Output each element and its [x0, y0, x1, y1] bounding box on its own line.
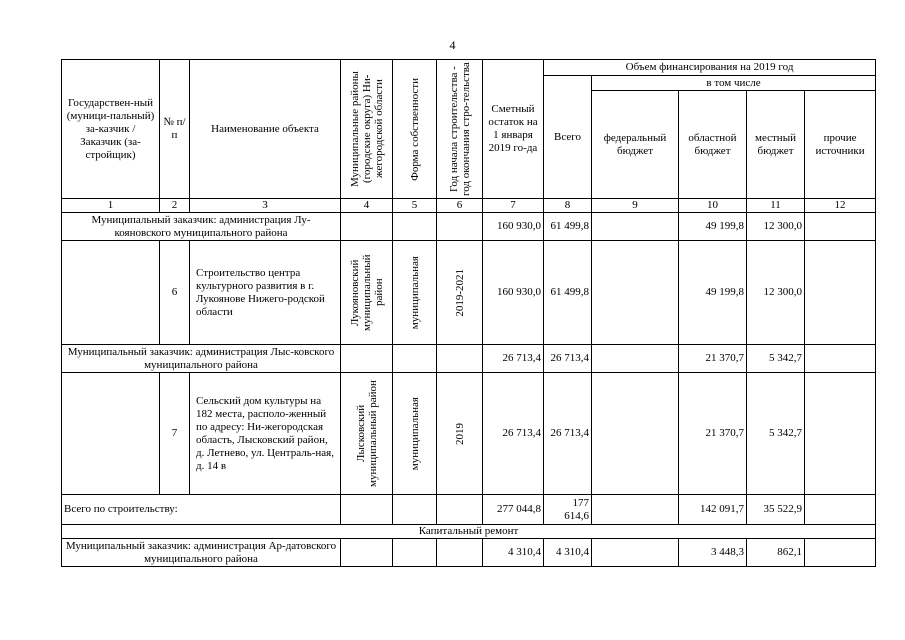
- col-number: 4: [341, 199, 393, 213]
- col-number: 12: [805, 199, 876, 213]
- object-number: 6: [160, 241, 190, 345]
- col-number: 3: [190, 199, 341, 213]
- regional-value: 3 448,3: [679, 539, 747, 567]
- object-number: 7: [160, 373, 190, 495]
- local-value: 5 342,7: [747, 373, 805, 495]
- estimate-value: 26 713,4: [483, 373, 544, 495]
- estimate-value: 26 713,4: [483, 345, 544, 373]
- estimate-value: 160 930,0: [483, 241, 544, 345]
- construction-years: 2019-2021: [453, 268, 466, 317]
- customer-label: Муниципальный заказчик: администрация Лыс-ковского муниципального района: [62, 345, 341, 373]
- financing-table: [61, 59, 876, 567]
- regional-value: 49 199,8: [679, 213, 747, 241]
- local-value: 862,1: [747, 539, 805, 567]
- col-number: 10: [679, 199, 747, 213]
- total-value: 26 713,4: [544, 373, 592, 495]
- object-name: Строительство центра культурного развития в г. Лукоянове Нижего-родской области: [190, 241, 341, 345]
- header-incl: в том числе: [592, 76, 876, 91]
- estimate-value: 4 310,4: [483, 539, 544, 567]
- header-ownership: Форма собственности: [408, 77, 421, 181]
- total-label: Всего по строительству:: [62, 495, 341, 525]
- total-value: 177 614,6: [544, 495, 592, 525]
- table-row: [62, 373, 876, 495]
- construction-years: 2019: [453, 422, 466, 445]
- local-value: 12 300,0: [747, 241, 805, 345]
- col-number: 11: [747, 199, 805, 213]
- object-name: Сельский дом культуры на 182 места, располо-женный по адресу: Ни-жегородская область, Лысковский район, д. Летнево, ул. Централь-ная, д. 14 в: [190, 373, 341, 495]
- col-number: 1: [62, 199, 160, 213]
- header-years: Год начала строительства - год окончания стро-тельства: [447, 62, 472, 196]
- local-value: 5 342,7: [747, 345, 805, 373]
- regional-value: 49 199,8: [679, 241, 747, 345]
- local-value: 12 300,0: [747, 213, 805, 241]
- regional-value: 142 091,7: [679, 495, 747, 525]
- header-customer: Государствен-ный (муници-пальный) за-казчик / Заказчик (за-стройщик): [62, 60, 160, 199]
- regional-value: 21 370,7: [679, 345, 747, 373]
- col-number: 2: [160, 199, 190, 213]
- total-value: 4 310,4: [544, 539, 592, 567]
- col-number: 6: [437, 199, 483, 213]
- col-number: 7: [483, 199, 544, 213]
- total-value: 26 713,4: [544, 345, 592, 373]
- table-row: [62, 241, 876, 345]
- header-other: прочие источники: [805, 91, 876, 199]
- header-total: Всего: [544, 76, 592, 199]
- estimate-value: 277 044,8: [483, 495, 544, 525]
- section-title: Капитальный ремонт: [62, 525, 876, 539]
- table-row: [62, 539, 876, 567]
- municipal-name: Лукояновский муниципальный район: [348, 254, 385, 331]
- header-num: № п/п: [160, 60, 190, 199]
- section-row: [62, 525, 876, 539]
- header-estimate: Сметный остаток на 1 января 2019 го-да: [483, 60, 544, 199]
- ownership-form: муниципальная: [408, 255, 421, 330]
- customer-label: Муниципальный заказчик: администрация Лу-кояновского муниципального района: [62, 213, 341, 241]
- header-federal: федеральный бюджет: [592, 91, 679, 199]
- table-row: [62, 495, 876, 525]
- header-local: местный бюджет: [747, 91, 805, 199]
- table-row: [62, 345, 876, 373]
- regional-value: 21 370,7: [679, 373, 747, 495]
- col-number: 8: [544, 199, 592, 213]
- header-object: Наименование объекта: [190, 60, 341, 199]
- estimate-value: 160 930,0: [483, 213, 544, 241]
- col-number: 9: [592, 199, 679, 213]
- local-value: 35 522,9: [747, 495, 805, 525]
- col-number: 5: [393, 199, 437, 213]
- table-row: [62, 213, 876, 241]
- total-value: 61 499,8: [544, 241, 592, 345]
- header-funding: Объем финансирования на 2019 год: [544, 60, 876, 76]
- municipal-name: Лысковский муниципальный район: [354, 380, 379, 487]
- column-number-row: [62, 199, 876, 213]
- customer-label: Муниципальный заказчик: администрация Ар-датовского муниципального района: [62, 539, 341, 567]
- page-number: 4: [449, 38, 456, 52]
- total-value: 61 499,8: [544, 213, 592, 241]
- header-regional: областной бюджет: [679, 91, 747, 199]
- ownership-form: муниципальная: [408, 396, 421, 471]
- header-municipal: Муниципальные районы (городские округа) Ни-жегородской области: [348, 71, 385, 187]
